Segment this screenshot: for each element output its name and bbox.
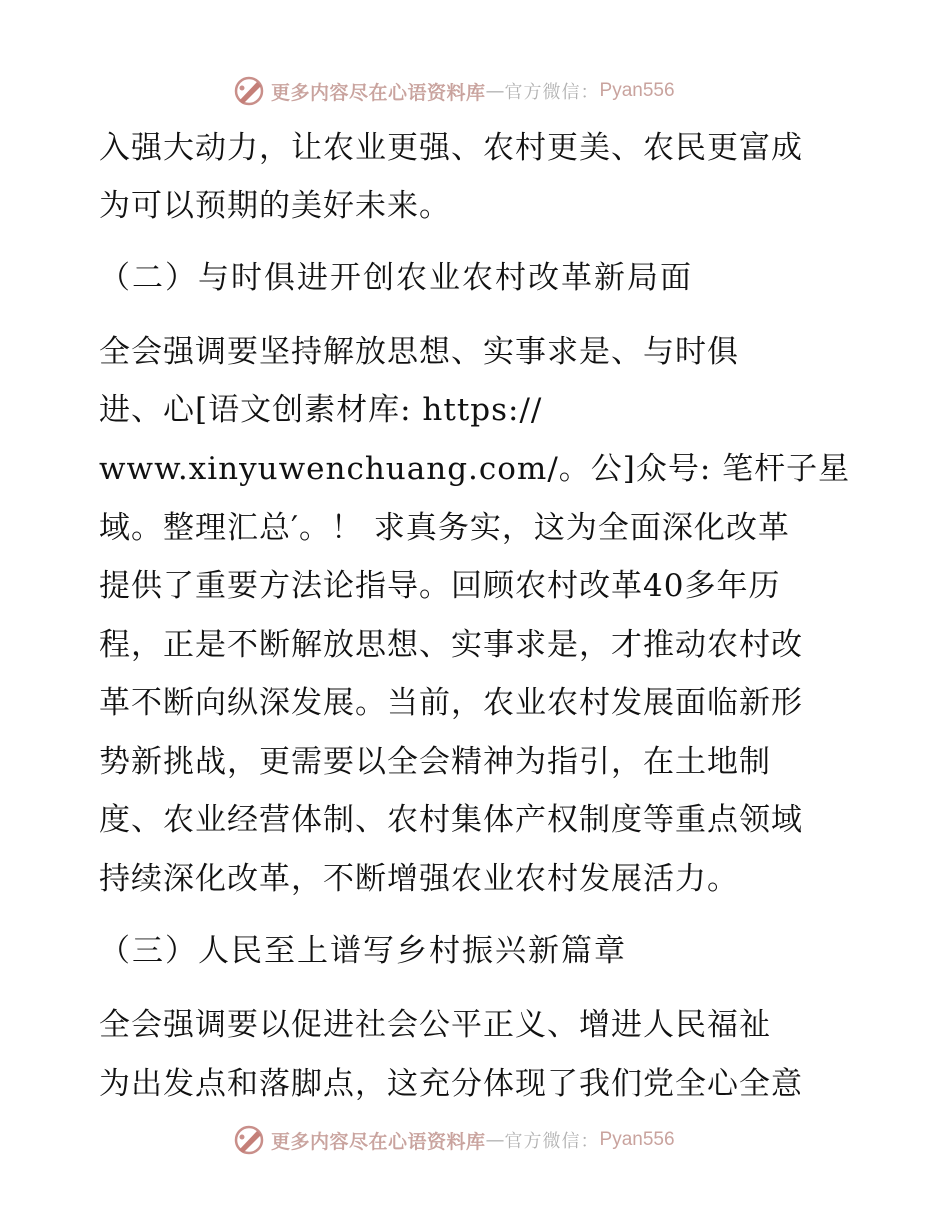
watermark-official: 官方微信： [504, 82, 600, 103]
watermark-separator: — [485, 1129, 505, 1151]
paragraph-line: 全会强调要坚持解放思想、实事求是、与时俱 [99, 334, 739, 370]
paragraph-line: 进、心[语文创素材库: https:// [99, 392, 543, 428]
watermark-brand: 更多内容尽在心语资料库 [271, 81, 486, 104]
paragraph-line: 度、农业经营体制、农村集体产权制度等重点领域 [99, 802, 803, 838]
watermark-official: 官方微信： [504, 1131, 600, 1152]
paragraph-line: 势新挑战，更需要以全会精神为指引，在土地制 [99, 744, 771, 780]
paragraph-line: 持续深化改革，不断增强农业农村发展活力。 [99, 861, 739, 897]
paragraph-line: 为出发点和落脚点，这充分体现了我们党全心全意 [99, 1066, 803, 1102]
watermark-brand: 更多内容尽在心语资料库 [271, 1130, 486, 1153]
watermark-wechat-id: Pyan556 [599, 80, 675, 101]
watermark-wechat-id: Pyan556 [599, 1129, 675, 1150]
paragraph-line: 全会强调要以促进社会公平正义、增进人民福祉 [99, 1007, 771, 1043]
watermark-footer [233, 1124, 675, 1156]
paragraph-line: 域。整理汇总′。！ 求真务实，这为全面深化改革 [99, 510, 790, 546]
section-heading-3: （三）人民至上谱写乡村振兴新篇章 [99, 933, 627, 969]
paragraph-line: 入强大动力，让农业更强、农村更美、农民更富成 [99, 130, 803, 166]
watermark-separator: — [485, 80, 505, 102]
paragraph-line: 程，正是不断解放思想、实事求是，才推动农村改 [99, 627, 803, 663]
section-heading-2: （二）与时俱进开创农业农村改革新局面 [99, 260, 693, 296]
paragraph-line: www.xinyuwenchuang.com/。公]众号: 笔杆子星 [99, 451, 851, 487]
paragraph-line: 为可以预期的美好未来。 [99, 188, 451, 224]
pen-logo-icon [233, 1124, 267, 1156]
watermark-header [233, 75, 675, 107]
paragraph-line: 提供了重要方法论指导。回顾农村改革40多年历 [99, 568, 781, 604]
pen-logo-icon [233, 75, 267, 107]
paragraph-line: 革不断向纵深发展。当前，农业农村发展面临新形 [99, 685, 803, 721]
